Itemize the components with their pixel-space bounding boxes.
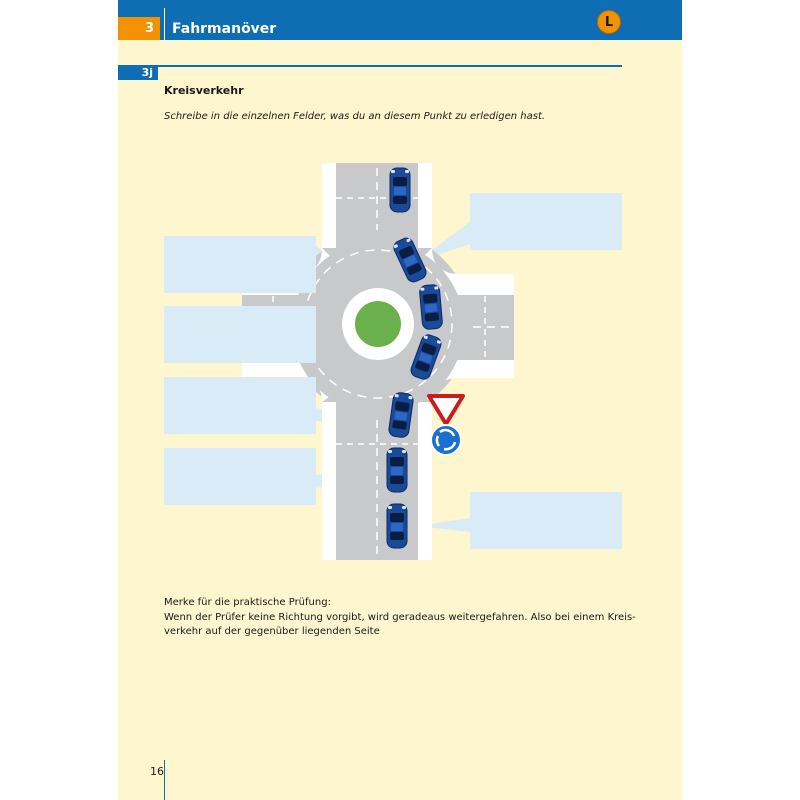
answer-field-6[interactable] [470,492,622,549]
note-line: Wenn der Prüfer keine Richtung vorgibt, wird geradeaus weitergefahren. Also bei einem Kreis- [164,611,636,623]
answer-field-2[interactable] [164,236,316,293]
section-number: 3j [118,65,158,80]
note-line: verkehr auf der gegenüber liegenden Seite [164,626,380,637]
car-1 [390,168,410,212]
chapter-title: Fahrmanöver [172,21,277,37]
page-number: 16 [150,765,164,778]
section-title: Kreisverkehr [164,84,244,97]
car-7 [387,504,407,548]
roundabout-sign [431,425,461,455]
island-green [355,301,401,347]
car-6 [387,448,407,492]
chapter-number: 3 [118,17,160,40]
note-heading: Merke für die praktische Prüfung: [164,597,331,608]
exam-note [164,596,636,640]
level-badge: L [597,10,621,34]
answer-field-4[interactable] [164,377,316,434]
instruction-text: Schreibe in die einzelnen Felder, was du an diesem Punkt zu erledigen hast. [164,111,546,122]
answer-field-3[interactable] [164,306,316,363]
footer-line [164,760,165,800]
answer-field-1[interactable] [470,193,622,250]
car-3 [419,284,443,330]
yield-sign [429,396,463,424]
answer-field-5[interactable] [164,448,316,505]
workbook-page [118,0,682,800]
